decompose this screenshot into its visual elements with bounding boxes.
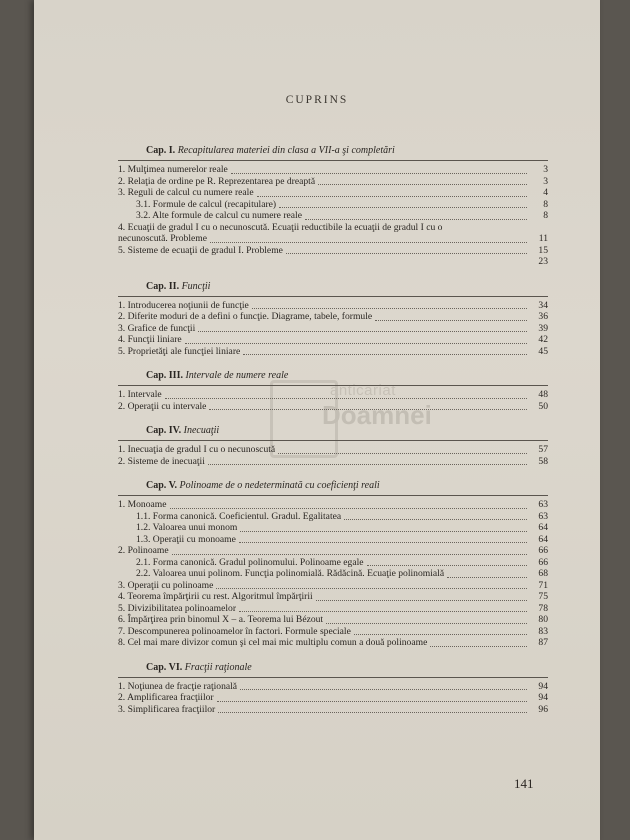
toc-entry-line2: [118, 233, 548, 245]
toc-entry: [118, 334, 548, 346]
toc-leader-dots: [240, 531, 527, 532]
toc-entry: [118, 681, 548, 693]
toc-leader-dots: [375, 320, 527, 321]
toc-entry: [118, 323, 548, 335]
toc-entry-label-cont: necunoscută. Probleme: [118, 233, 207, 244]
toc-entry-page: 57: [538, 444, 548, 455]
toc-leader-dots: [185, 343, 527, 344]
toc-entry-label: 2. Relaţia de ordine pe R. Reprezentarea pe dreaptă: [118, 175, 316, 187]
toc-entry-page: 58: [538, 455, 548, 467]
toc-entry-label: 1. Monoame: [118, 499, 167, 510]
toc-entry-label: 2. Operaţii cu intervale: [118, 400, 207, 412]
toc-entry: [118, 176, 548, 188]
toc-entry: [118, 164, 548, 176]
toc-entry-label: 3. Reguli de calcul cu numere reale: [118, 187, 254, 198]
toc-entry-label: 4. Ecuaţii de gradul I cu o necunoscută. Ecuaţii reductibile la ecuaţii de gradul I cu o: [118, 221, 443, 233]
toc-entry-page: 66: [538, 556, 548, 568]
toc-entry-label: 3. Operaţii cu polinoame: [118, 579, 214, 591]
toc-leader-dots: [216, 588, 527, 589]
chapter-rule: [118, 677, 548, 678]
toc-leader-dots: [305, 219, 527, 220]
chapter-number: Cap. V.: [146, 480, 180, 491]
toc-leader-dots: [279, 207, 527, 208]
toc-entry-page: 80: [538, 614, 548, 625]
toc-leader-dots: [239, 611, 527, 612]
toc-entry-label: 1. Mulţimea numerelor reale: [118, 164, 228, 175]
toc-entry: [118, 545, 548, 557]
toc-entry: [118, 626, 548, 638]
toc-entry-page: 4: [543, 187, 548, 198]
chapter-rule: [118, 385, 548, 386]
chapter-heading: [146, 369, 548, 383]
toc-entry-label: 8. Cel mai mare divizor comun şi cel mai mic multiplu comun a două polinoame: [118, 637, 428, 648]
toc-entry-label: 2.1. Forma canonică. Gradul polinomului. Polinoame egale: [136, 556, 364, 568]
toc-entry: [118, 499, 548, 511]
page-title: CUPRINS: [285, 94, 349, 106]
page-number: 141: [514, 776, 534, 791]
chapter-number: Cap. I.: [146, 145, 178, 156]
toc-entry-page: 64: [538, 533, 548, 545]
toc-entry: [118, 704, 548, 716]
chapter-name: Fracţii raţionale: [184, 661, 252, 673]
toc-entry-label: 2.2. Valoarea unui polinom. Funcţia polinomială. Rădăcină. Ecuaţie polinomială: [136, 568, 445, 579]
toc-leader-dots: [354, 634, 527, 635]
toc-entry-page: 36: [538, 311, 548, 322]
chapter-heading: [146, 144, 548, 158]
toc-entry: [118, 534, 548, 546]
toc-entry-label: 5. Divizibilitatea polinoamelor: [118, 602, 237, 614]
toc-entry-page: 34: [538, 299, 548, 311]
toc-entry-label: 6. Împărţirea prin binomul X – a. Teorema lui Bézout: [118, 614, 324, 625]
toc-entry: [118, 522, 548, 534]
book-page: [34, 0, 600, 840]
toc-leader-dots: [172, 554, 527, 555]
toc-entry-page: 87: [538, 637, 548, 648]
toc-entry-page: 66: [538, 545, 548, 556]
toc-entry-page: 3: [543, 175, 548, 187]
toc-entry-page: 39: [538, 322, 548, 334]
toc-leader-dots: [243, 354, 527, 355]
toc-entry-page: 78: [538, 602, 548, 614]
toc-entry-page: 63: [538, 510, 548, 522]
toc-entry-page: 63: [538, 499, 548, 510]
chapter-heading: [146, 280, 548, 294]
toc-entry-label: 1. Introducerea noţiunii de funcţie: [118, 299, 249, 311]
watermark-line2: Doamnei: [322, 400, 432, 430]
chapter-number: Cap. IV.: [146, 425, 184, 436]
toc-entry-label: 5. Sisteme de ecuaţii de gradul I. Probleme: [118, 244, 283, 256]
chapter-rule: [118, 160, 548, 161]
toc-leader-dots: [231, 173, 527, 174]
chapter-heading: [146, 479, 548, 493]
toc-entry: [118, 591, 548, 603]
toc-leader-dots: [318, 184, 527, 185]
chapter-rule: [118, 440, 548, 441]
toc-leader-dots: [252, 308, 527, 309]
toc-entry-page: 45: [538, 345, 548, 357]
toc-leader-dots: [217, 701, 527, 702]
toc-entry-page: 71: [538, 579, 548, 591]
toc-entry: [118, 401, 548, 413]
toc-leader-dots: [240, 689, 527, 690]
toc-entry-label: 2. Diferite moduri de a defini o funcţie. Diagrame, tabele, formule: [118, 311, 373, 322]
watermark-line1: anticariat: [330, 382, 396, 399]
toc-entry: [118, 637, 548, 649]
toc-entry-label: 3. Grafice de funcţii: [118, 322, 196, 334]
toc-entry-page: 94: [538, 692, 548, 703]
toc-entry-label: 1. Noţiunea de fracţie raţională: [118, 680, 238, 692]
toc-entry-page: 83: [538, 625, 548, 637]
toc-entry-label: 3.1. Formule de calcul (recapitulare): [136, 198, 277, 210]
chapter-name: Funcţii: [181, 280, 211, 292]
toc-leader-dots: [344, 519, 527, 520]
toc-entry-page: 8: [543, 210, 548, 221]
toc-entry-label: 4. Teorema împărţirii cu rest. Algoritmul împărţirii: [118, 591, 313, 602]
toc-leader-dots: [165, 398, 527, 399]
toc-entry: [118, 614, 548, 626]
toc-leader-dots: [367, 565, 527, 566]
chapter-rule: [118, 495, 548, 496]
chapter-name: Recapitularea materiei din clasa a VII-a şi completări: [177, 145, 395, 156]
chapter-name: Intervale de numere reale: [185, 370, 289, 381]
toc-entry: [118, 389, 548, 401]
toc-entry-label: 2. Polinoame: [118, 545, 169, 556]
toc-entry-label: 1. Inecuaţia de gradul I cu o necunoscută: [118, 444, 276, 455]
toc-entry-label: 3. Simplificarea fracţiilor: [118, 703, 216, 715]
chapter-name: Inecuaţii: [183, 425, 220, 436]
toc-leader-dots: [239, 542, 527, 543]
toc-entry-label: 5. Proprietăţi ale funcţiei liniare: [118, 345, 241, 357]
toc-entry-label: 1. Intervale: [118, 389, 162, 400]
chapter-heading: [146, 424, 548, 438]
toc-leader-dots: [218, 712, 527, 713]
chapter-number: Cap. VI.: [146, 661, 185, 673]
toc-entry: [118, 456, 548, 468]
chapter-name: Polinoame de o nedeterminată cu coeficienţi reali: [179, 480, 380, 491]
chapter-rule: [118, 296, 548, 297]
toc-entry-page: 96: [538, 703, 548, 715]
toc-entry-page: 8: [543, 198, 548, 210]
toc-entry-page: 42: [538, 334, 548, 345]
toc-entry: [118, 511, 548, 523]
toc-entry: [118, 580, 548, 592]
toc-entry-multiline: [118, 222, 548, 245]
toc-leader-dots: [316, 600, 527, 601]
toc-entry: [118, 210, 548, 222]
chapter-number: Cap. II.: [146, 280, 182, 292]
toc-entry: [118, 300, 548, 312]
chapter-gap: [118, 649, 548, 661]
toc-entry-page: 3: [543, 164, 548, 175]
toc-entry-page: 75: [538, 591, 548, 602]
toc-entry: [118, 245, 548, 257]
toc-entry-label: 1.2. Valoarea unui monom: [136, 522, 238, 533]
toc-entry-label: 2. Amplificarea fracţiilor: [118, 692, 214, 703]
toc-entry: [118, 444, 548, 456]
toc-leader-dots: [208, 464, 527, 465]
toc-entry: [118, 346, 548, 358]
toc-leader-dots: [170, 508, 528, 509]
toc-entry-page: 68: [538, 568, 548, 579]
toc-leader-dots: [430, 646, 527, 647]
toc-entry: [118, 603, 548, 615]
toc-leader-dots: [210, 242, 527, 243]
toc-entry-page: 11: [538, 233, 548, 244]
toc-leader-dots: [209, 409, 527, 410]
chapter-gap: [118, 268, 548, 280]
chapter-gap: [118, 467, 548, 479]
toc-entry: [118, 557, 548, 569]
chapter-heading: [146, 661, 548, 675]
toc-leader-dots: [286, 253, 527, 254]
toc-leader-dots: [326, 623, 527, 624]
chapter-gap: [118, 412, 548, 424]
toc-entry-label: 4. Funcţii liniare: [118, 334, 182, 345]
toc-entry: [118, 187, 548, 199]
chapter-gap: [118, 357, 548, 369]
toc-leader-dots: [198, 331, 527, 332]
toc-entry-page: 94: [538, 680, 548, 692]
toc-entry: [118, 692, 548, 704]
table-of-contents: [118, 144, 548, 715]
toc-entry-label: 2. Sisteme de inecuaţii: [118, 455, 205, 467]
toc-entry: [118, 568, 548, 580]
toc-entry-label: 3.2. Alte formule de calcul cu numere reale: [136, 210, 302, 221]
toc-entry-page: 48: [538, 389, 548, 400]
toc-entry: [118, 311, 548, 323]
toc-entry: [118, 199, 548, 211]
chapter-number: Cap. III.: [146, 370, 186, 381]
toc-entry-label: 7. Descompunerea polinoamelor în factori. Formule speciale: [118, 625, 351, 637]
toc-leader-dots: [278, 453, 527, 454]
toc-entry-page: 15: [538, 244, 548, 256]
toc-leader-dots: [257, 196, 527, 197]
toc-entry-page: 64: [538, 522, 548, 533]
toc-entry-label: 1.3. Operaţii cu monoame: [136, 533, 236, 545]
toc-entry-page: 23: [538, 256, 548, 267]
toc-entry-page: 50: [538, 400, 548, 412]
toc-entry-label: 1.1. Forma canonică. Coeficientul. Gradul. Egalitatea: [136, 510, 342, 522]
toc-leader-dots: [447, 577, 527, 578]
toc-trailing-page: [118, 256, 548, 268]
